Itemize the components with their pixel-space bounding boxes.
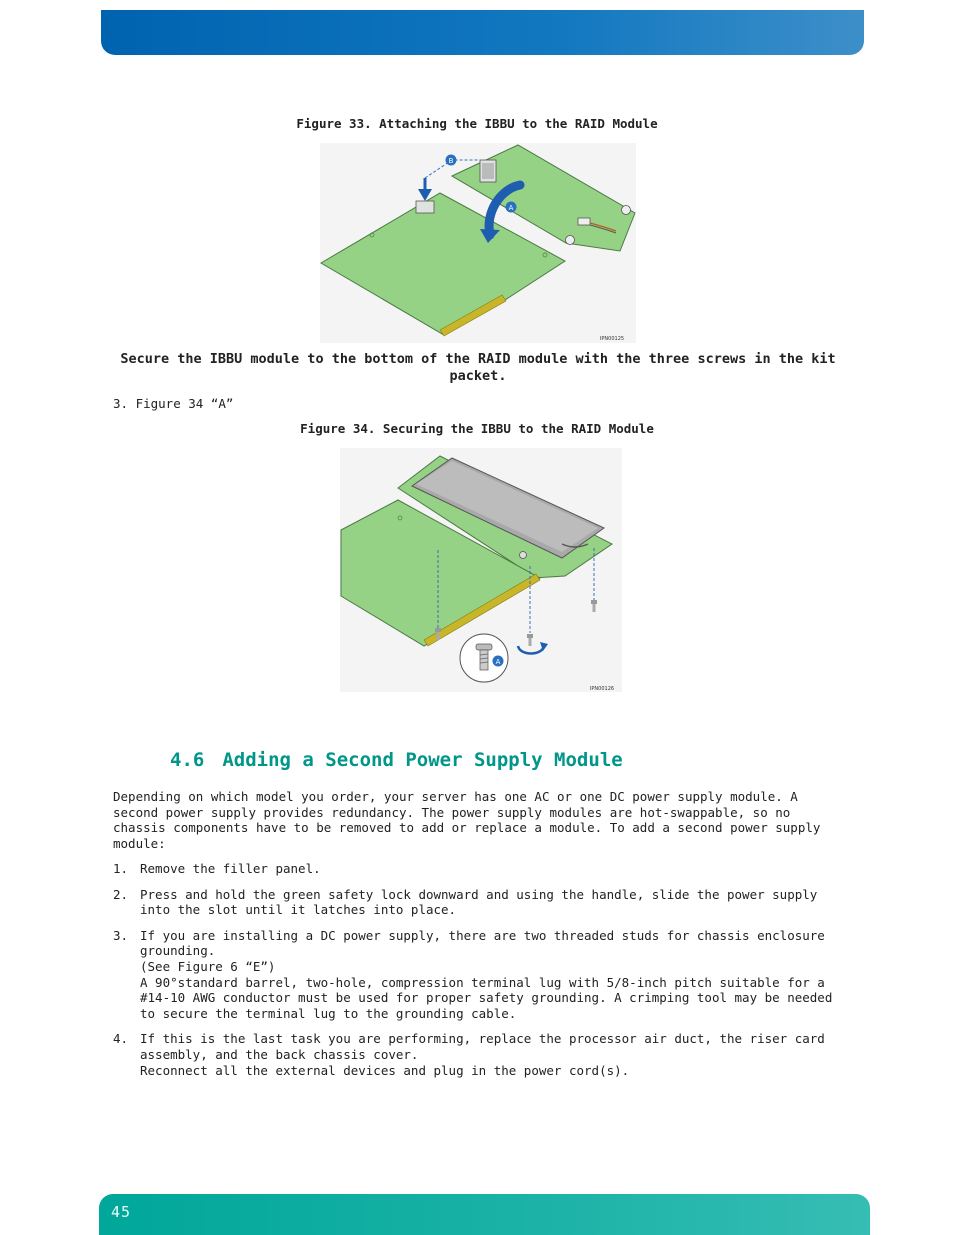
section-title: Adding a Second Power Supply Module xyxy=(222,749,623,771)
intro-paragraph: Depending on which model you order, your server has one AC or one DC power supply module. A second power supply provides redundancy. The power supply modules are hot-swappable, so no chassis components have to be removed to add or replace a module. To add a second power supply module: xyxy=(113,789,821,851)
step-text: Remove the filler panel. xyxy=(140,861,321,876)
header-bar xyxy=(101,10,864,55)
list-item xyxy=(113,1031,848,1078)
step-number: 2. xyxy=(113,886,129,902)
callout-b-label: B xyxy=(448,157,454,165)
step-number: 1. xyxy=(113,861,129,876)
step-number: 3. xyxy=(113,927,129,943)
figure-33-code: IPN00125 xyxy=(599,336,625,342)
step-text: If you are installing a DC power supply, there are two threaded studs for chassis enclosure grounding. xyxy=(140,927,825,959)
figure-34-code: IPN00126 xyxy=(589,686,615,692)
list-item xyxy=(113,928,848,1022)
step-number: 4. xyxy=(113,1031,129,1047)
step-text: Reconnect all the external devices and plug in the power cord(s). xyxy=(140,1062,630,1078)
step-3-line: 3. Figure 34 “A” xyxy=(113,396,234,411)
step-text: Press and hold the green safety lock downward and using the handle, slide the power supply into the slot until it latches into place. xyxy=(140,886,818,918)
figure-34-caption: Figure 34. Securing the IBBU to the RAID Module xyxy=(300,421,654,436)
page-number: 45 xyxy=(111,1203,132,1221)
callout-a-label: A xyxy=(508,204,514,212)
list-item xyxy=(113,861,848,877)
figure-34-illustration xyxy=(340,448,622,692)
figure-33-illustration xyxy=(320,143,636,343)
step-text: A 90°standard barrel, two-hole, compression terminal lug with 5/8-inch pitch suitable for a #14-10 AWG conductor must be used for proper safety grounding. A crimping tool may be needed to secure the terminal lug to the grounding cable. xyxy=(140,974,833,1021)
footer-bar xyxy=(99,1194,870,1235)
section-number: 4.6 xyxy=(170,749,205,771)
step-text: (See Figure 6 “E”) xyxy=(140,958,276,974)
section-heading xyxy=(170,749,623,771)
instruction-bold: Secure the IBBU module to the bottom of the RAID module with the three screws in the kit packet. xyxy=(120,351,836,384)
list-item xyxy=(113,887,848,918)
figure-33-caption: Figure 33. Attaching the IBBU to the RAID Module xyxy=(296,116,658,131)
step-text: If this is the last task you are performing, replace the processor air duct, the riser card assembly, and the back chassis cover. xyxy=(140,1031,825,1062)
callout-a-label: A xyxy=(495,658,501,666)
steps-list xyxy=(113,861,848,1078)
